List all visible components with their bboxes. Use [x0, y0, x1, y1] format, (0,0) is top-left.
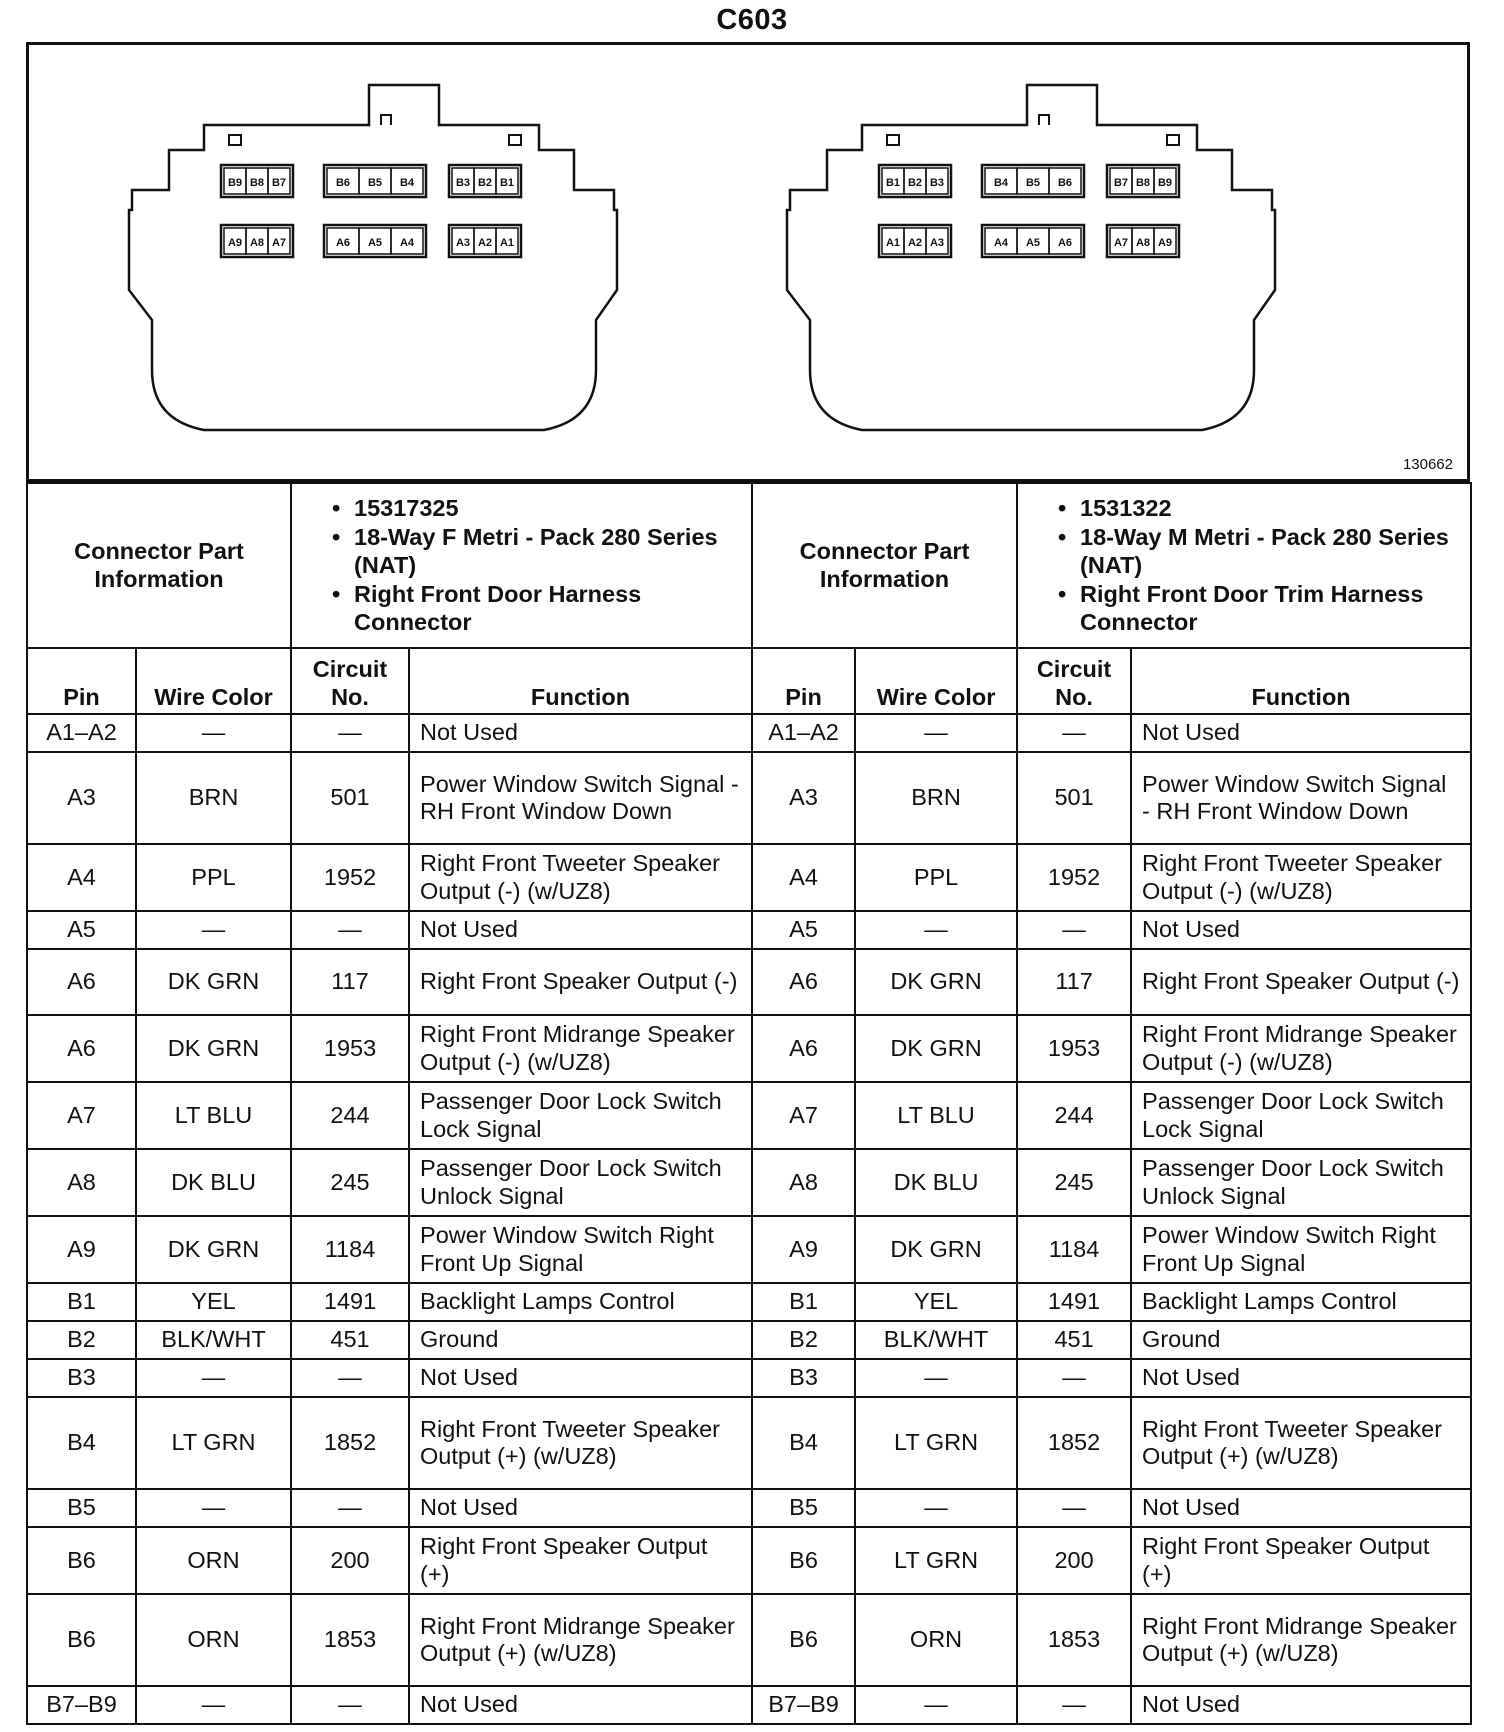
left-pin-label: A2 [477, 237, 493, 249]
right-circuit-cell: — [1017, 1489, 1131, 1527]
right-wire-color-cell: — [855, 1489, 1017, 1527]
right-cpi-details [1017, 483, 1471, 648]
right-header-pin: Pin [752, 648, 855, 714]
table-row [27, 949, 1471, 1015]
left-cpi-type: • 18-Way F Metri - Pack 280 Series (NAT) [332, 524, 741, 579]
right-pin-cell: A7 [752, 1082, 855, 1149]
table-row [27, 1082, 1471, 1149]
left-function-cell: Ground [409, 1321, 752, 1359]
right-pin-label: B7 [1113, 177, 1129, 189]
left-wire-color-cell: — [136, 714, 291, 752]
left-pin-label: A4 [399, 237, 415, 249]
left-pin-cell: A1–A2 [27, 714, 136, 752]
right-function-cell: Passenger Door Lock Switch Lock Signal [1131, 1082, 1471, 1149]
right-pin-label: A2 [907, 237, 923, 249]
right-function-cell: Right Front Speaker Output (-) [1131, 949, 1471, 1015]
left-wire-color-cell: LT GRN [136, 1397, 291, 1489]
left-circuit-cell: 451 [291, 1321, 409, 1359]
right-cpi-type: • 18-Way M Metri - Pack 280 Series (NAT) [1058, 524, 1460, 579]
connector-diagram [26, 42, 1470, 482]
right-wire-color-cell: — [855, 911, 1017, 949]
right-pin-label: B8 [1135, 177, 1151, 189]
left-circuit-cell: 1491 [291, 1283, 409, 1321]
right-function-cell: Not Used [1131, 911, 1471, 949]
right-header-circuit: Circuit No. [1017, 648, 1131, 714]
right-circuit-cell: 244 [1017, 1082, 1131, 1149]
right-cpi-description: • Right Front Door Trim Harness Connector [1058, 581, 1460, 636]
connector-info-row [27, 483, 1471, 648]
right-circuit-cell: — [1017, 714, 1131, 752]
left-circuit-cell: 244 [291, 1082, 409, 1149]
left-circuit-cell: 1184 [291, 1216, 409, 1283]
right-pin-label: A1 [885, 237, 901, 249]
right-function-cell: Right Front Tweeter Speaker Output (-) (w/UZ8) [1131, 844, 1471, 911]
left-wire-color-cell: — [136, 1359, 291, 1397]
left-wire-color-cell: DK GRN [136, 949, 291, 1015]
left-function-cell: Right Front Speaker Output (-) [409, 949, 752, 1015]
table-row [27, 911, 1471, 949]
left-wire-color-cell: DK GRN [136, 1216, 291, 1283]
right-pin-label: A6 [1057, 237, 1073, 249]
left-function-cell: Passenger Door Lock Switch Unlock Signal [409, 1149, 752, 1216]
left-function-cell: Not Used [409, 911, 752, 949]
right-pin-cell: B4 [752, 1397, 855, 1489]
right-pin-label: B2 [907, 177, 923, 189]
left-latch-tab [381, 115, 391, 125]
left-pin-cell: B6 [27, 1527, 136, 1594]
left-function-cell: Right Front Midrange Speaker Output (-) (w/UZ8) [409, 1015, 752, 1082]
right-wire-color-cell: BLK/WHT [855, 1321, 1017, 1359]
right-function-cell: Right Front Midrange Speaker Output (-) (w/UZ8) [1131, 1015, 1471, 1082]
right-wire-color-cell: — [855, 714, 1017, 752]
right-pin-cell: A6 [752, 949, 855, 1015]
connector-face-views [29, 45, 1467, 479]
left-function-cell: Right Front Speaker Output (+) [409, 1527, 752, 1594]
left-circuit-cell: 1952 [291, 844, 409, 911]
left-pin-label: A6 [335, 237, 351, 249]
right-wire-color-cell: LT GRN [855, 1397, 1017, 1489]
table-row [27, 1594, 1471, 1686]
left-header-function: Function [409, 648, 752, 714]
right-cpi-label: Connector Part Information [752, 483, 1017, 648]
left-pin-cell: A7 [27, 1082, 136, 1149]
right-pin-label: A8 [1135, 237, 1151, 249]
right-wire-color-cell: DK BLU [855, 1149, 1017, 1216]
pinout-table [26, 482, 1472, 1725]
right-wire-color-cell: LT BLU [855, 1082, 1017, 1149]
left-pin-cell: A6 [27, 1015, 136, 1082]
left-pin-label: B4 [399, 177, 415, 189]
table-row [27, 1359, 1471, 1397]
left-function-cell: Right Front Tweeter Speaker Output (-) (w/UZ8) [409, 844, 752, 911]
right-function-cell: Right Front Midrange Speaker Output (+) (w/UZ8) [1131, 1594, 1471, 1686]
right-function-cell: Backlight Lamps Control [1131, 1283, 1471, 1321]
left-pin-label: A3 [455, 237, 471, 249]
right-wire-color-cell: LT GRN [855, 1527, 1017, 1594]
left-wire-color-cell: — [136, 1489, 291, 1527]
right-circuit-cell: — [1017, 1686, 1131, 1724]
left-pin-label: A5 [367, 237, 383, 249]
left-function-cell: Not Used [409, 1359, 752, 1397]
right-pin-label: B9 [1157, 177, 1173, 189]
right-cpi-part-number: • 1531322 [1058, 495, 1460, 522]
right-wire-color-cell: DK GRN [855, 1015, 1017, 1082]
left-header-wire-color: Wire Color [136, 648, 291, 714]
pinout-table-body [27, 483, 1471, 1724]
left-circuit-cell: 245 [291, 1149, 409, 1216]
left-function-cell: Not Used [409, 1686, 752, 1724]
right-pin-label: B4 [993, 177, 1009, 189]
right-circuit-cell: 200 [1017, 1527, 1131, 1594]
right-pin-label: A5 [1025, 237, 1041, 249]
right-circuit-cell: 1491 [1017, 1283, 1131, 1321]
right-wire-color-cell: DK GRN [855, 1216, 1017, 1283]
left-pin-cell: B5 [27, 1489, 136, 1527]
left-pin-label: B5 [367, 177, 383, 189]
left-wire-color-cell: BLK/WHT [136, 1321, 291, 1359]
left-pin-cell: B6 [27, 1594, 136, 1686]
left-function-cell: Not Used [409, 1489, 752, 1527]
table-row [27, 1015, 1471, 1082]
right-circuit-cell: 1853 [1017, 1594, 1131, 1686]
right-wire-color-cell: ORN [855, 1594, 1017, 1686]
left-pin-cell: A6 [27, 949, 136, 1015]
table-row [27, 1527, 1471, 1594]
left-pin-label: B2 [477, 177, 493, 189]
right-wire-color-cell: DK GRN [855, 949, 1017, 1015]
right-circuit-cell: — [1017, 911, 1131, 949]
right-pin-cell: A6 [752, 1015, 855, 1082]
right-header-function: Function [1131, 648, 1471, 714]
left-key-slot [509, 135, 521, 145]
table-row [27, 1489, 1471, 1527]
right-pin-cell: B7–B9 [752, 1686, 855, 1724]
right-pin-cell: B5 [752, 1489, 855, 1527]
left-pin-cell: B1 [27, 1283, 136, 1321]
left-wire-color-cell: — [136, 1686, 291, 1724]
left-pin-label: A7 [271, 237, 287, 249]
left-header-circuit: Circuit No. [291, 648, 409, 714]
table-row [27, 1397, 1471, 1489]
right-pin-cell: A4 [752, 844, 855, 911]
right-pin-cell: A1–A2 [752, 714, 855, 752]
right-circuit-cell: 245 [1017, 1149, 1131, 1216]
right-wire-color-cell: PPL [855, 844, 1017, 911]
right-pin-cell: B3 [752, 1359, 855, 1397]
right-circuit-cell: 1953 [1017, 1015, 1131, 1082]
left-function-cell: Backlight Lamps Control [409, 1283, 752, 1321]
left-circuit-cell: 200 [291, 1527, 409, 1594]
left-function-cell: Power Window Switch Signal - RH Front Window Down [409, 752, 752, 844]
right-pin-label: B3 [929, 177, 945, 189]
right-circuit-cell: 451 [1017, 1321, 1131, 1359]
right-key-slot [1167, 135, 1179, 145]
right-pin-cell: B6 [752, 1527, 855, 1594]
column-header-row [27, 648, 1471, 714]
right-circuit-cell: 501 [1017, 752, 1131, 844]
left-circuit-cell: — [291, 714, 409, 752]
right-pin-label: A3 [929, 237, 945, 249]
table-row [27, 752, 1471, 844]
right-wire-color-cell: — [855, 1359, 1017, 1397]
left-circuit-cell: 1853 [291, 1594, 409, 1686]
left-wire-color-cell: — [136, 911, 291, 949]
left-circuit-cell: 501 [291, 752, 409, 844]
right-function-cell: Ground [1131, 1321, 1471, 1359]
right-function-cell: Passenger Door Lock Switch Unlock Signal [1131, 1149, 1471, 1216]
left-function-cell: Power Window Switch Right Front Up Signal [409, 1216, 752, 1283]
right-function-cell: Power Window Switch Signal - RH Front Window Down [1131, 752, 1471, 844]
left-pin-cell: A5 [27, 911, 136, 949]
left-pin-cell: B4 [27, 1397, 136, 1489]
right-circuit-cell: 1852 [1017, 1397, 1131, 1489]
table-row [27, 714, 1471, 752]
right-function-cell: Not Used [1131, 1489, 1471, 1527]
right-pin-cell: A3 [752, 752, 855, 844]
left-pin-cell: B7–B9 [27, 1686, 136, 1724]
left-wire-color-cell: YEL [136, 1283, 291, 1321]
right-function-cell: Not Used [1131, 1359, 1471, 1397]
left-cpi-description: • Right Front Door Harness Connector [332, 581, 741, 636]
left-wire-color-cell: PPL [136, 844, 291, 911]
table-row [27, 1686, 1471, 1724]
left-pin-label: B7 [271, 177, 287, 189]
left-wire-color-cell: DK GRN [136, 1015, 291, 1082]
left-wire-color-cell: BRN [136, 752, 291, 844]
left-header-pin: Pin [27, 648, 136, 714]
left-wire-color-cell: ORN [136, 1594, 291, 1686]
right-pin-label: A4 [993, 237, 1009, 249]
left-pin-cell: A8 [27, 1149, 136, 1216]
left-pin-cell: A3 [27, 752, 136, 844]
right-circuit-cell: 1184 [1017, 1216, 1131, 1283]
right-key-slot [887, 135, 899, 145]
table-row [27, 1149, 1471, 1216]
right-pin-label: A7 [1113, 237, 1129, 249]
right-wire-color-cell: BRN [855, 752, 1017, 844]
left-pin-label: A9 [227, 237, 243, 249]
right-pin-label: A9 [1157, 237, 1173, 249]
right-header-wire-color: Wire Color [855, 648, 1017, 714]
left-pin-cell: B3 [27, 1359, 136, 1397]
left-circuit-cell: 1953 [291, 1015, 409, 1082]
left-pin-label: B8 [249, 177, 265, 189]
left-cpi-label: Connector Part Information [27, 483, 291, 648]
right-function-cell: Right Front Speaker Output (+) [1131, 1527, 1471, 1594]
left-circuit-cell: — [291, 1359, 409, 1397]
left-pin-label: B9 [227, 177, 243, 189]
figure-id: 130662 [1402, 456, 1453, 473]
left-pin-label: B6 [335, 177, 351, 189]
table-row [27, 1321, 1471, 1359]
left-pin-cell: A4 [27, 844, 136, 911]
right-pin-label: B6 [1057, 177, 1073, 189]
left-cpi-details [291, 483, 752, 648]
left-circuit-cell: 117 [291, 949, 409, 1015]
left-wire-color-cell: DK BLU [136, 1149, 291, 1216]
right-pin-cell: B6 [752, 1594, 855, 1686]
left-pin-cell: A9 [27, 1216, 136, 1283]
left-circuit-cell: — [291, 1686, 409, 1724]
left-function-cell: Right Front Tweeter Speaker Output (+) (w/UZ8) [409, 1397, 752, 1489]
right-function-cell: Right Front Tweeter Speaker Output (+) (w/UZ8) [1131, 1397, 1471, 1489]
table-row [27, 1283, 1471, 1321]
right-pin-cell: A5 [752, 911, 855, 949]
left-function-cell: Passenger Door Lock Switch Lock Signal [409, 1082, 752, 1149]
left-cpi-part-number: • 15317325 [332, 495, 741, 522]
left-circuit-cell: 1852 [291, 1397, 409, 1489]
left-pin-label: B1 [499, 177, 515, 189]
right-pin-label: B1 [885, 177, 901, 189]
right-function-cell: Not Used [1131, 1686, 1471, 1724]
left-pin-label: A1 [499, 237, 515, 249]
left-pin-label: B3 [455, 177, 471, 189]
left-key-slot [229, 135, 241, 145]
right-pin-cell: B1 [752, 1283, 855, 1321]
right-pin-cell: B2 [752, 1321, 855, 1359]
left-pin-cell: B2 [27, 1321, 136, 1359]
right-circuit-cell: 1952 [1017, 844, 1131, 911]
left-circuit-cell: — [291, 911, 409, 949]
left-function-cell: Not Used [409, 714, 752, 752]
left-pin-label: A8 [249, 237, 265, 249]
right-function-cell: Not Used [1131, 714, 1471, 752]
right-pin-cell: A9 [752, 1216, 855, 1283]
right-circuit-cell: 117 [1017, 949, 1131, 1015]
right-wire-color-cell: YEL [855, 1283, 1017, 1321]
left-wire-color-cell: LT BLU [136, 1082, 291, 1149]
page-title: C603 [716, 4, 788, 36]
right-function-cell: Power Window Switch Right Front Up Signal [1131, 1216, 1471, 1283]
right-pin-label: B5 [1025, 177, 1041, 189]
left-circuit-cell: — [291, 1489, 409, 1527]
right-pin-cell: A8 [752, 1149, 855, 1216]
left-function-cell: Right Front Midrange Speaker Output (+) (w/UZ8) [409, 1594, 752, 1686]
table-row [27, 844, 1471, 911]
table-row [27, 1216, 1471, 1283]
right-circuit-cell: — [1017, 1359, 1131, 1397]
left-wire-color-cell: ORN [136, 1527, 291, 1594]
right-latch-tab [1039, 115, 1049, 125]
right-wire-color-cell: — [855, 1686, 1017, 1724]
